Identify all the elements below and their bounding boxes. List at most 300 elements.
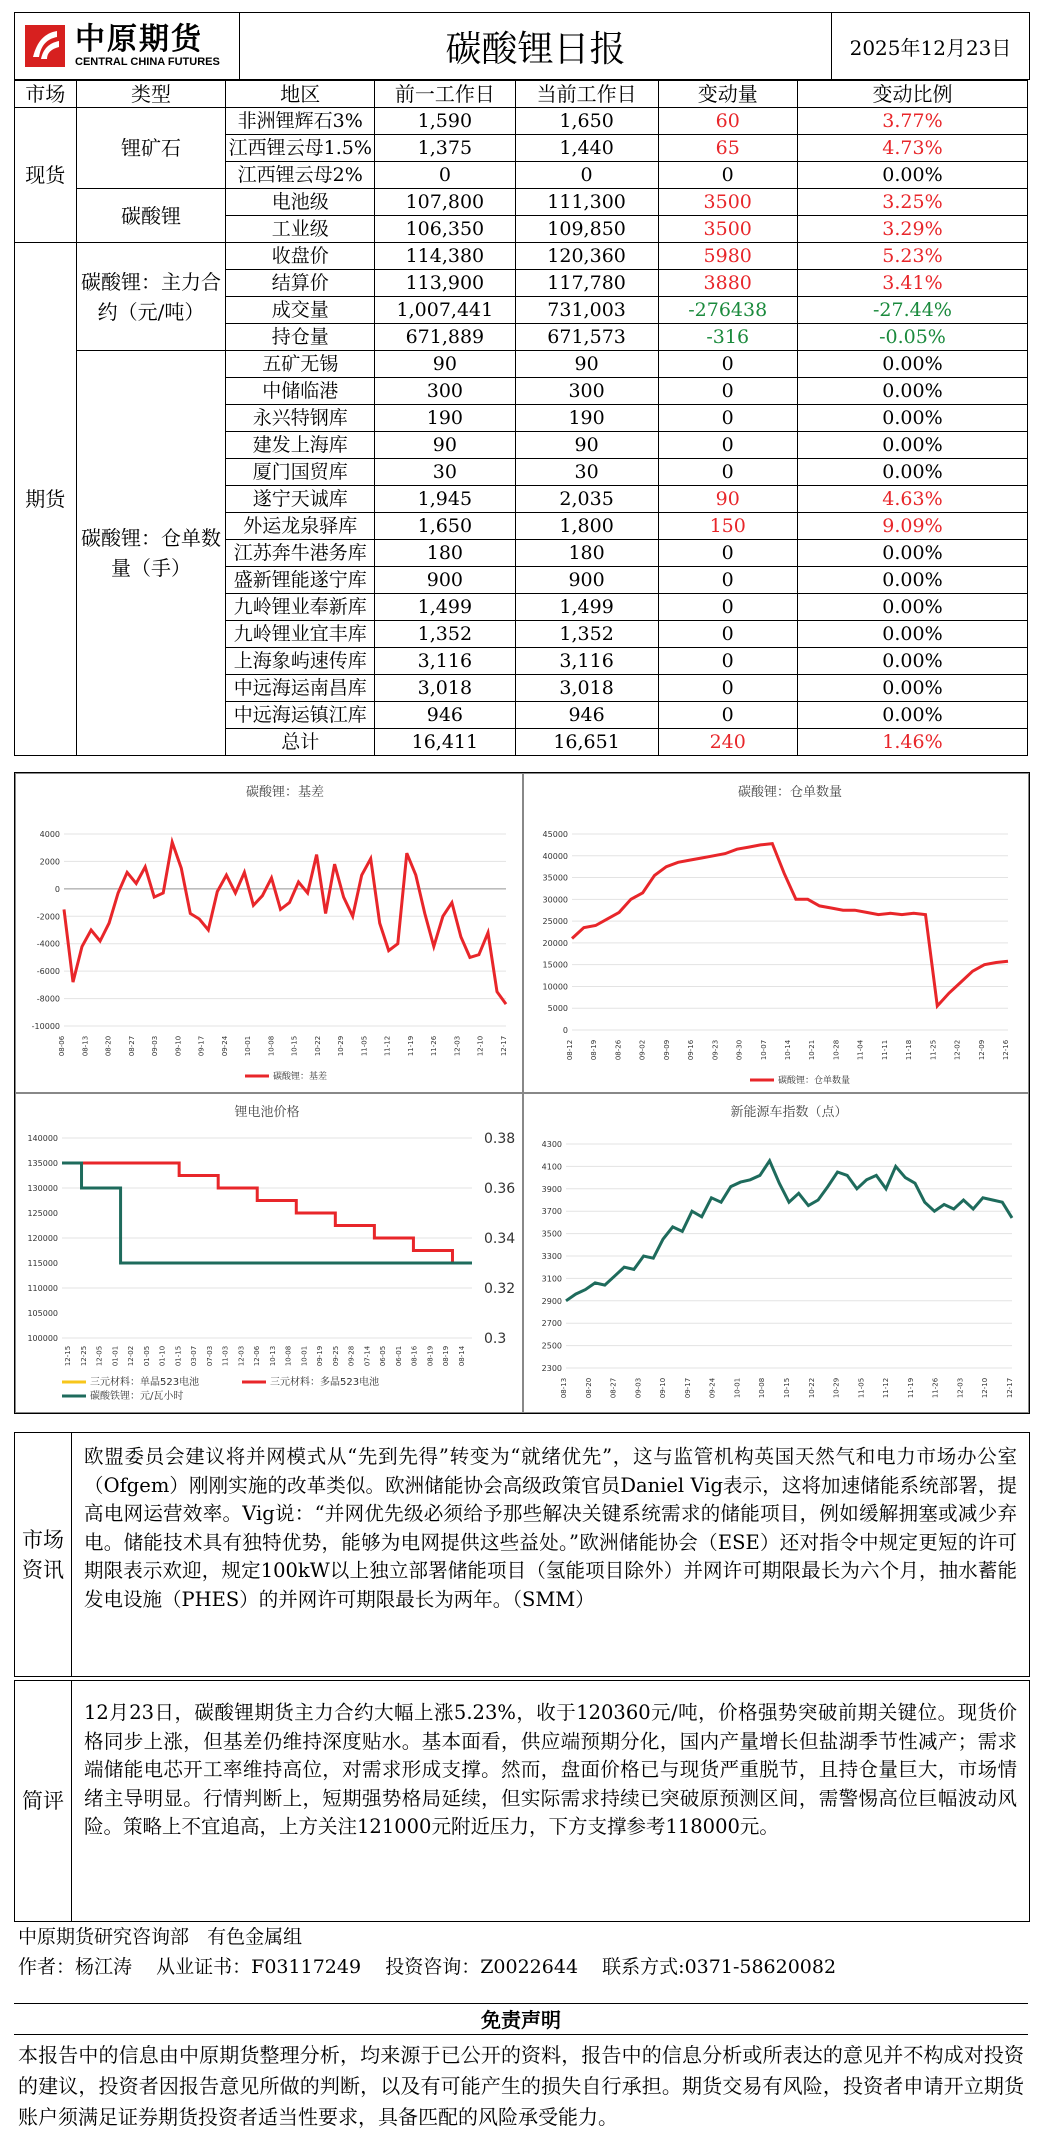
change-pct-cell: 5.23%: [797, 243, 1027, 270]
change-cell: 150: [658, 513, 797, 540]
change-cell: 0: [658, 351, 797, 378]
change-cell: 0: [658, 594, 797, 621]
col-header: 当前工作日: [515, 81, 658, 108]
x-tick-label: 06-05: [379, 1345, 388, 1367]
x-tick-label: 01-05: [142, 1345, 151, 1367]
prev-value-cell: 1,375: [375, 135, 516, 162]
market-news-section: [14, 1432, 1030, 1677]
y-left-tick-label: 135000: [27, 1159, 58, 1168]
x-tick-label: 08-19: [426, 1345, 435, 1367]
prev-value-cell: 3,116: [375, 648, 516, 675]
cur-value-cell: 731,003: [515, 297, 658, 324]
change-cell: 0: [658, 432, 797, 459]
x-tick-label: 11-11: [880, 1039, 889, 1061]
x-tick-label: 12-17: [500, 1035, 508, 1057]
prev-value-cell: 1,945: [375, 486, 516, 513]
news-label: [15, 1433, 72, 1676]
change-cell: 65: [658, 135, 797, 162]
y-tick-label: 5000: [547, 1004, 568, 1014]
y-left-tick-label: 125000: [27, 1209, 58, 1218]
x-tick-label: 09-28: [347, 1345, 356, 1367]
y-tick-label: 3700: [541, 1207, 562, 1217]
type-cell: 锂矿石: [76, 108, 226, 189]
x-tick-label: 11-18: [905, 1039, 914, 1061]
cur-value-cell: 300: [515, 378, 658, 405]
cur-value-cell: 1,440: [515, 135, 658, 162]
cur-value-cell: 117,780: [515, 270, 658, 297]
y-tick-label: 2000: [39, 857, 60, 867]
change-cell: -316: [658, 324, 797, 351]
y-tick-label: 35000: [542, 873, 568, 883]
chart-title: 碳酸锂：仓单数量: [737, 785, 843, 800]
x-tick-label: 10-07: [759, 1039, 768, 1061]
y-left-tick-label: 140000: [27, 1134, 58, 1143]
prev-value-cell: 1,499: [375, 594, 516, 621]
y-tick-label: 0: [562, 1026, 568, 1035]
report-date: 2025年12月23日: [849, 35, 1012, 60]
prev-value-cell: 90: [375, 351, 516, 378]
y-left-tick-label: 110000: [27, 1284, 58, 1293]
prev-value-cell: 300: [375, 378, 516, 405]
col-header: 地区: [226, 81, 375, 108]
region-cell: 非洲锂辉石3%: [226, 108, 375, 135]
cur-value-cell: 0: [515, 162, 658, 189]
x-tick-label: 09-03: [151, 1035, 160, 1057]
change-cell: 60: [658, 108, 797, 135]
x-tick-label: 12-05: [95, 1345, 104, 1367]
price-table: [14, 80, 1028, 756]
region-cell: 收盘价: [226, 243, 375, 270]
region-cell: 总计: [226, 729, 375, 756]
cur-value-cell: 111,300: [515, 189, 658, 216]
cur-value-cell: 90: [515, 351, 658, 378]
x-tick-label: 09-17: [197, 1035, 206, 1057]
x-tick-label: 07-03: [205, 1345, 214, 1367]
y-tick-label: 2300: [541, 1364, 562, 1373]
y-tick-label: 4300: [541, 1140, 562, 1149]
y-tick-label: 4100: [541, 1162, 562, 1172]
region-cell: 盛新锂能遂宁库: [226, 567, 375, 594]
x-tick-label: 12-02: [953, 1039, 962, 1061]
region-cell: 厦门国贸库: [226, 459, 375, 486]
cur-value-cell: 1,499: [515, 594, 658, 621]
x-tick-label: 10-15: [290, 1035, 299, 1057]
region-cell: 遂宁天诚库: [226, 486, 375, 513]
x-tick-label: 01-01: [111, 1345, 120, 1367]
change-pct-cell: 0.00%: [797, 702, 1027, 729]
x-tick-label: 10-01: [244, 1035, 253, 1057]
cur-value-cell: 3,116: [515, 648, 658, 675]
region-cell: 电池级: [226, 189, 375, 216]
brand-name-en: CENTRAL CHINA FUTURES: [75, 56, 220, 68]
cur-value-cell: 1,650: [515, 108, 658, 135]
y-left-tick-label: 105000: [27, 1309, 58, 1318]
region-cell: 九岭锂业奉新库: [226, 594, 375, 621]
charts-panel: [14, 772, 1030, 1414]
x-tick-label: 10-29: [337, 1035, 346, 1057]
y-tick-label: -6000: [36, 967, 60, 977]
y-tick-label: -8000: [36, 994, 60, 1004]
x-tick-label: 11-12: [882, 1377, 891, 1399]
change-pct-cell: 3.77%: [797, 108, 1027, 135]
x-tick-label: 09-16: [687, 1039, 696, 1061]
nev-index-chart: [523, 1093, 1029, 1413]
table-row: [15, 189, 1028, 216]
region-cell: 江西锂云母2%: [226, 162, 375, 189]
author-footer: [14, 1922, 1028, 2004]
y-right-tick-label: 0.34: [484, 1231, 516, 1247]
region-cell: 中远海运南昌库: [226, 675, 375, 702]
change-cell: 5980: [658, 243, 797, 270]
x-tick-label: 12-03: [956, 1377, 965, 1399]
cur-value-cell: 671,573: [515, 324, 658, 351]
change-cell: 0: [658, 675, 797, 702]
x-tick-label: 12-03: [237, 1345, 246, 1367]
y-tick-label: 4000: [39, 830, 60, 839]
prev-value-cell: 1,007,441: [375, 297, 516, 324]
cur-value-cell: 109,850: [515, 216, 658, 243]
comment-label: [15, 1681, 72, 1921]
battery-price-chart: [15, 1093, 523, 1413]
type-cell: 碳酸锂：仓单数量（手）: [76, 351, 226, 756]
x-tick-label: 07-14: [363, 1345, 372, 1367]
change-cell: 0: [658, 405, 797, 432]
change-pct-cell: 0.00%: [797, 621, 1027, 648]
y-tick-label: 30000: [542, 895, 568, 905]
x-tick-label: 09-17: [683, 1377, 692, 1399]
market-cell: 现货: [15, 108, 77, 243]
prev-value-cell: 1,650: [375, 513, 516, 540]
x-tick-label: 12-06: [253, 1345, 262, 1367]
col-header: 前一工作日: [375, 81, 516, 108]
x-tick-label: 10-15: [783, 1377, 791, 1399]
cur-value-cell: 90: [515, 432, 658, 459]
prev-value-cell: 1,590: [375, 108, 516, 135]
region-cell: 成交量: [226, 297, 375, 324]
region-cell: 中储临港: [226, 378, 375, 405]
prev-value-cell: 30: [375, 459, 516, 486]
x-tick-label: 10-22: [807, 1377, 816, 1399]
series-line: [62, 1163, 472, 1263]
x-tick-label: 10-14: [784, 1039, 792, 1061]
report-header: [14, 12, 1030, 80]
disclaimer-title: 免责声明: [14, 2006, 1028, 2035]
change-pct-cell: 0.00%: [797, 648, 1027, 675]
x-tick-label: 09-02: [638, 1039, 647, 1061]
series-line: [62, 1163, 472, 1263]
region-cell: 工业级: [226, 216, 375, 243]
cur-value-cell: 30: [515, 459, 658, 486]
x-tick-label: 11-19: [906, 1377, 915, 1399]
change-cell: 0: [658, 702, 797, 729]
legend-label: 碳酸铁锂：元/瓦小时: [90, 1391, 184, 1402]
x-tick-label: 08-12: [566, 1039, 574, 1061]
x-tick-label: 10-08: [284, 1345, 293, 1367]
x-tick-label: 10-08: [758, 1377, 767, 1399]
series-line: [64, 842, 506, 1004]
prev-value-cell: 671,889: [375, 324, 516, 351]
x-tick-label: 08-26: [614, 1039, 623, 1061]
x-tick-label: 12-16: [1002, 1039, 1010, 1061]
chart-title: 锂电池价格: [234, 1105, 300, 1120]
region-cell: 江苏奔牛港务库: [226, 540, 375, 567]
change-cell: 0: [658, 540, 797, 567]
region-cell: 外运龙泉驿库: [226, 513, 375, 540]
cur-value-cell: 120,360: [515, 243, 658, 270]
author-line: 作者：杨江涛 从业证书：F03117249 投资咨询：Z0022644 联系方式:0371-58620082: [18, 1956, 837, 1978]
cur-value-cell: 16,651: [515, 729, 658, 756]
x-tick-label: 01-10: [158, 1345, 167, 1367]
y-tick-label: 40000: [542, 851, 568, 861]
prev-value-cell: 190: [375, 405, 516, 432]
chart-title: 碳酸锂：基差: [245, 785, 325, 800]
x-tick-label: 11-03: [221, 1345, 230, 1367]
y-left-tick-label: 130000: [27, 1184, 58, 1193]
x-tick-label: 08-16: [410, 1345, 419, 1367]
x-tick-label: 01-15: [174, 1345, 183, 1367]
x-tick-label: 12-17: [1006, 1377, 1014, 1399]
y-tick-label: 10000: [542, 982, 568, 992]
y-right-tick-label: 0.38: [484, 1131, 516, 1147]
warrant-chart: [523, 773, 1029, 1093]
prev-value-cell: 106,350: [375, 216, 516, 243]
change-pct-cell: 0.00%: [797, 567, 1027, 594]
change-cell: 0: [658, 567, 797, 594]
x-tick-label: 10-29: [832, 1377, 841, 1399]
change-pct-cell: 4.63%: [797, 486, 1027, 513]
region-cell: 建发上海库: [226, 432, 375, 459]
prev-value-cell: 900: [375, 567, 516, 594]
change-cell: 3500: [658, 189, 797, 216]
table-row: [15, 243, 1028, 270]
x-tick-label: 12-15: [64, 1345, 72, 1367]
x-tick-label: 11-19: [406, 1035, 415, 1057]
type-cell: 碳酸锂: [76, 189, 226, 243]
x-tick-label: 09-03: [634, 1377, 643, 1399]
change-pct-cell: 0.00%: [797, 459, 1027, 486]
region-cell: 永兴特钢库: [226, 405, 375, 432]
y-tick-label: 20000: [542, 938, 568, 948]
prev-value-cell: 946: [375, 702, 516, 729]
basis-chart: [15, 773, 523, 1093]
col-header: 市场: [15, 81, 77, 108]
x-tick-label: 09-24: [220, 1035, 229, 1057]
y-tick-label: 3500: [541, 1229, 562, 1239]
comment-label-text: 简评: [22, 1789, 64, 1813]
change-pct-cell: -0.05%: [797, 324, 1027, 351]
x-tick-label: 12-02: [127, 1345, 136, 1367]
logo-mark-icon: [23, 21, 67, 71]
x-tick-label: 08-14: [458, 1345, 466, 1367]
change-pct-cell: 1.46%: [797, 729, 1027, 756]
col-header: 类型: [76, 81, 226, 108]
x-tick-label: 08-19: [442, 1345, 451, 1367]
chart-title: 新能源车指数（点）: [730, 1105, 848, 1120]
y-right-tick-label: 0.3: [484, 1331, 507, 1347]
change-pct-cell: 3.41%: [797, 270, 1027, 297]
change-cell: 0: [658, 459, 797, 486]
prev-value-cell: 180: [375, 540, 516, 567]
news-label-text: 市场资讯: [22, 1527, 64, 1582]
x-tick-label: 11-26: [430, 1035, 439, 1057]
comment-section: [14, 1680, 1030, 1922]
x-tick-label: 03-07: [190, 1345, 199, 1367]
y-tick-label: 2700: [541, 1319, 562, 1329]
change-cell: 0: [658, 378, 797, 405]
change-pct-cell: 9.09%: [797, 513, 1027, 540]
x-tick-label: 09-10: [659, 1377, 668, 1399]
change-pct-cell: 0.00%: [797, 432, 1027, 459]
table-row: [15, 351, 1028, 378]
cur-value-cell: 1,800: [515, 513, 658, 540]
region-cell: 持仓量: [226, 324, 375, 351]
y-tick-label: 3900: [541, 1184, 562, 1194]
prev-value-cell: 1,352: [375, 621, 516, 648]
y-tick-label: -2000: [36, 912, 60, 922]
change-pct-cell: 3.25%: [797, 189, 1027, 216]
x-tick-label: 10-01: [733, 1377, 742, 1399]
x-tick-label: 12-10: [476, 1035, 485, 1057]
news-text: 欧盟委员会建议将并网模式从“先到先得”转变为“就绪优先”，这与监管机构英国天然气和电力市场办公室（Ofgem）刚刚实施的改革类似。欧洲储能协会高级政策官员Daniel Vig表示，这将加速储能系统部署，提高电网运营效率。Vig说：“并网优先级必须给予那些解决关键系统需求的储能项目，例如缓解拥塞或减少弃电。储能技术具有独特优势，能够为电网提供这些益处。”欧洲储能协会（ESE）还对指令中规定更短的许可期限表示欢迎，规定100kW以上独立部署储能项目（氢能项目除外）并网许可期限最长为六个月，抽水蓄能发电设施（PHES）的并网许可期限最长为两年。（SMM）: [84, 1445, 1017, 1611]
series-line: [572, 844, 1008, 1006]
x-tick-label: 12-25: [79, 1345, 88, 1367]
change-cell: 0: [658, 648, 797, 675]
prev-value-cell: 90: [375, 432, 516, 459]
y-tick-label: 15000: [542, 960, 568, 970]
x-tick-label: 09-09: [662, 1039, 671, 1061]
x-tick-label: 10-28: [832, 1039, 841, 1061]
department-line: 中原期货研究咨询部 有色金属组: [18, 1926, 303, 1948]
x-tick-label: 10-01: [300, 1345, 309, 1367]
x-tick-label: 08-13: [81, 1035, 90, 1057]
y-tick-label: -10000: [31, 1022, 60, 1031]
brand-name-cn: 中原期货: [75, 22, 203, 57]
x-tick-label: 11-25: [929, 1039, 938, 1061]
x-tick-label: 10-13: [268, 1345, 277, 1367]
x-tick-label: 10-21: [808, 1039, 817, 1061]
type-cell: 碳酸锂：主力合约（元/吨）: [76, 243, 226, 351]
y-tick-label: 2500: [541, 1341, 562, 1351]
change-cell: 90: [658, 486, 797, 513]
company-logo: [15, 13, 240, 79]
cur-value-cell: 190: [515, 405, 658, 432]
x-tick-label: 08-13: [560, 1377, 568, 1399]
y-left-tick-label: 120000: [27, 1234, 58, 1243]
change-cell: 0: [658, 162, 797, 189]
legend-label: 碳酸锂：仓单数量: [778, 1076, 851, 1086]
cur-value-cell: 1,352: [515, 621, 658, 648]
x-tick-label: 08-27: [609, 1377, 618, 1399]
series-line: [566, 1161, 1012, 1301]
legend-label: 三元材料：单晶523电池: [90, 1377, 200, 1388]
prev-value-cell: 3,018: [375, 675, 516, 702]
y-right-tick-label: 0.32: [484, 1281, 516, 1297]
legend-label: 碳酸锂：基差: [273, 1072, 328, 1082]
change-cell: 240: [658, 729, 797, 756]
table-header-row: [15, 81, 1028, 108]
y-left-tick-label: 100000: [27, 1334, 58, 1343]
x-tick-label: 09-24: [708, 1377, 717, 1399]
y-tick-label: 45000: [542, 830, 568, 839]
change-cell: -276438: [658, 297, 797, 324]
x-tick-label: 09-30: [735, 1039, 744, 1061]
y-right-tick-label: 0.36: [484, 1181, 516, 1197]
y-tick-label: 2900: [541, 1296, 562, 1306]
change-pct-cell: 0.00%: [797, 378, 1027, 405]
region-cell: 中远海运镇江库: [226, 702, 375, 729]
region-cell: 五矿无锡: [226, 351, 375, 378]
comment-text: 12月23日，碳酸锂期货主力合约大幅上涨5.23%，收于120360元/吨，价格强势突破前期关键位。现货价格同步上涨，但基差仍维持深度贴水。基本面看，供应端预期分化，国内产量增长但盐湖季节性减产；需求端储能电芯开工率维持高位，对需求形成支撑。然而，盘面价格已与现货严重脱节，且持仓量巨大，市场情绪主导明显。行情判断上，短期强势格局延续，但实际需求持续已突破原预测区间，需警惕高位巨幅波动风险。策略上不宜追高，上方关注121000元附近压力，下方支撑参考118000元。: [84, 1701, 1017, 1838]
cur-value-cell: 900: [515, 567, 658, 594]
y-tick-label: 0: [54, 884, 60, 894]
cur-value-cell: 3,018: [515, 675, 658, 702]
x-tick-label: 08-27: [127, 1035, 136, 1057]
region-cell: 江西锂云母1.5%: [226, 135, 375, 162]
y-tick-label: 3300: [541, 1252, 562, 1261]
prev-value-cell: 16,411: [375, 729, 516, 756]
x-tick-label: 10-22: [313, 1035, 322, 1057]
x-tick-label: 11-05: [360, 1035, 369, 1057]
prev-value-cell: 0: [375, 162, 516, 189]
legend-label: 三元材料：多晶523电池: [270, 1377, 380, 1388]
x-tick-label: 11-05: [857, 1377, 866, 1399]
x-tick-label: 11-04: [856, 1039, 865, 1061]
region-cell: 结算价: [226, 270, 375, 297]
x-tick-label: 09-19: [316, 1345, 325, 1367]
x-tick-label: 12-03: [453, 1035, 462, 1057]
y-tick-label: 25000: [542, 917, 568, 927]
x-tick-label: 11-12: [383, 1035, 392, 1057]
change-pct-cell: 3.29%: [797, 216, 1027, 243]
change-pct-cell: 0.00%: [797, 162, 1027, 189]
prev-value-cell: 113,900: [375, 270, 516, 297]
col-header: 变动量: [658, 81, 797, 108]
col-header: 变动比例: [797, 81, 1027, 108]
x-tick-label: 10-08: [267, 1035, 276, 1057]
y-tick-label: 3100: [541, 1274, 562, 1284]
change-pct-cell: -27.44%: [797, 297, 1027, 324]
region-cell: 九岭锂业宜丰库: [226, 621, 375, 648]
change-pct-cell: 0.00%: [797, 594, 1027, 621]
change-pct-cell: 0.00%: [797, 405, 1027, 432]
cur-value-cell: 180: [515, 540, 658, 567]
region-cell: 上海象屿速传库: [226, 648, 375, 675]
report-title: 碳酸锂日报: [240, 13, 832, 79]
y-left-tick-label: 115000: [27, 1259, 58, 1268]
x-tick-label: 09-25: [331, 1345, 340, 1367]
change-pct-cell: 0.00%: [797, 351, 1027, 378]
market-cell: 期货: [15, 243, 77, 756]
x-tick-label: 08-06: [58, 1035, 66, 1057]
disclaimer-text: 本报告中的信息由中原期货整理分析，均来源于已公开的资料，报告中的信息分析或所表达的意见并不构成对投资的建议，投资者因报告意见所做的判断，以及有可能产生的损失自行承担。期货交易有风险，投资者申请开立期货账户须满足证券期货投资者适当性要求，具备匹配的风险承受能力。: [18, 2043, 1024, 2129]
x-tick-label: 08-20: [104, 1035, 113, 1057]
prev-value-cell: 114,380: [375, 243, 516, 270]
x-tick-label: 11-26: [931, 1377, 940, 1399]
x-tick-label: 12-10: [981, 1377, 990, 1399]
change-cell: 0: [658, 621, 797, 648]
cur-value-cell: 946: [515, 702, 658, 729]
change-cell: 3880: [658, 270, 797, 297]
change-pct-cell: 0.00%: [797, 540, 1027, 567]
change-cell: 3500: [658, 216, 797, 243]
y-tick-label: -4000: [36, 939, 60, 949]
table-row: [15, 108, 1028, 135]
x-tick-label: 12-09: [977, 1039, 986, 1061]
x-tick-label: 09-23: [711, 1039, 720, 1061]
change-pct-cell: 0.00%: [797, 675, 1027, 702]
prev-value-cell: 107,800: [375, 189, 516, 216]
cur-value-cell: 2,035: [515, 486, 658, 513]
